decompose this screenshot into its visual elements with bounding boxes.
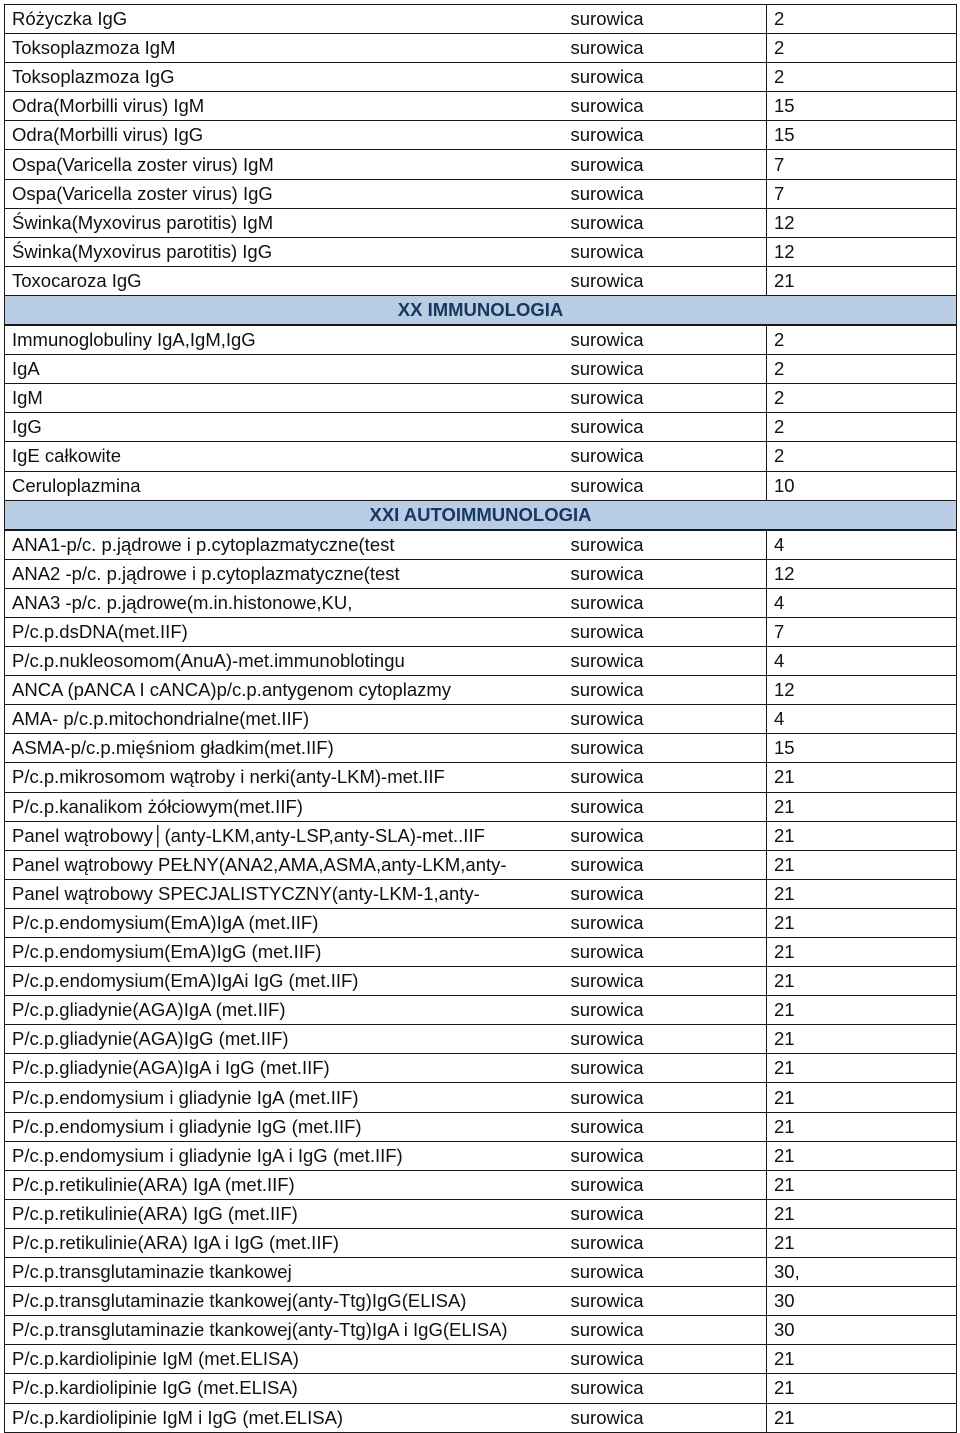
test-name-cell: Panel wątrobowy PEŁNY(ANA2,AMA,ASMA,anty-LKM,anty- <box>5 850 571 879</box>
test-name-cell: P/c.p.endomysium(EmA)IgA (met.IIF) <box>5 908 571 937</box>
material-cell: surowica <box>571 237 767 266</box>
test-name-cell: Panel wątrobowy│(anty-LKM,anty-LSP,anty-SLA)-met..IIF <box>5 821 571 850</box>
material-cell: surowica <box>571 850 767 879</box>
material-cell: surowica <box>571 1374 767 1403</box>
turnaround-days-cell: 21 <box>767 1403 957 1432</box>
table-row <box>5 121 957 150</box>
material-cell: surowica <box>571 150 767 179</box>
table-row <box>5 996 957 1025</box>
test-name-cell: P/c.p.nukleosomom(AnuA)-met.immunoblotingu <box>5 647 571 676</box>
turnaround-days-cell: 2 <box>767 413 957 442</box>
test-name-cell: Panel wątrobowy SPECJALISTYCZNY(anty-LKM-1,anty- <box>5 879 571 908</box>
table-body <box>5 5 957 1433</box>
turnaround-days-cell: 4 <box>767 530 957 560</box>
table-row <box>5 325 957 355</box>
material-cell: surowica <box>571 471 767 500</box>
section-header-row <box>5 500 957 530</box>
turnaround-days-cell: 12 <box>767 559 957 588</box>
material-cell: surowica <box>571 1083 767 1112</box>
test-name-cell: ANCA (pANCA I cANCA)p/c.p.antygenom cytoplazmy <box>5 676 571 705</box>
table-row <box>5 92 957 121</box>
table-row <box>5 442 957 471</box>
section-header-row <box>5 295 957 325</box>
turnaround-days-cell: 21 <box>767 1112 957 1141</box>
material-cell: surowica <box>571 63 767 92</box>
turnaround-days-cell: 21 <box>767 1199 957 1228</box>
table-row <box>5 179 957 208</box>
test-price-table <box>4 4 957 1433</box>
turnaround-days-cell: 4 <box>767 588 957 617</box>
test-name-cell: Ospa(Varicella zoster virus) IgG <box>5 179 571 208</box>
turnaround-days-cell: 21 <box>767 879 957 908</box>
section-title: XX IMMUNOLOGIA <box>5 295 957 325</box>
table-row <box>5 559 957 588</box>
material-cell: surowica <box>571 34 767 63</box>
turnaround-days-cell: 30, <box>767 1258 957 1287</box>
material-cell: surowica <box>571 1141 767 1170</box>
material-cell: surowica <box>571 908 767 937</box>
turnaround-days-cell: 21 <box>767 850 957 879</box>
test-name-cell: IgG <box>5 413 571 442</box>
test-name-cell: ANA2 -p/c. p.jądrowe i p.cytoplazmatyczne(test <box>5 559 571 588</box>
table-row <box>5 384 957 413</box>
table-row <box>5 938 957 967</box>
table-row <box>5 734 957 763</box>
turnaround-days-cell: 21 <box>767 1228 957 1257</box>
table-row <box>5 1258 957 1287</box>
material-cell: surowica <box>571 821 767 850</box>
test-name-cell: P/c.p.endomysium(EmA)IgG (met.IIF) <box>5 938 571 967</box>
table-row <box>5 821 957 850</box>
material-cell: surowica <box>571 676 767 705</box>
table-row <box>5 1170 957 1199</box>
turnaround-days-cell: 2 <box>767 442 957 471</box>
table-row <box>5 1025 957 1054</box>
test-name-cell: ANA1-p/c. p.jądrowe i p.cytoplazmatyczne(test <box>5 530 571 560</box>
test-name-cell: P/c.p.retikulinie(ARA) IgA (met.IIF) <box>5 1170 571 1199</box>
test-name-cell: P/c.p.transglutaminazie tkankowej <box>5 1258 571 1287</box>
turnaround-days-cell: 15 <box>767 92 957 121</box>
test-name-cell: P/c.p.transglutaminazie tkankowej(anty-Ttg)IgA i IgG(ELISA) <box>5 1316 571 1345</box>
material-cell: surowica <box>571 559 767 588</box>
turnaround-days-cell: 30 <box>767 1316 957 1345</box>
table-row <box>5 355 957 384</box>
material-cell: surowica <box>571 792 767 821</box>
material-cell: surowica <box>571 879 767 908</box>
turnaround-days-cell: 21 <box>767 996 957 1025</box>
material-cell: surowica <box>571 647 767 676</box>
table-row <box>5 5 957 34</box>
table-row <box>5 676 957 705</box>
material-cell: surowica <box>571 5 767 34</box>
turnaround-days-cell: 21 <box>767 1083 957 1112</box>
turnaround-days-cell: 7 <box>767 150 957 179</box>
turnaround-days-cell: 21 <box>767 938 957 967</box>
turnaround-days-cell: 12 <box>767 208 957 237</box>
table-row <box>5 1287 957 1316</box>
turnaround-days-cell: 15 <box>767 734 957 763</box>
table-row <box>5 1345 957 1374</box>
table-row <box>5 647 957 676</box>
table-row <box>5 150 957 179</box>
test-name-cell: P/c.p.transglutaminazie tkankowej(anty-Ttg)IgG(ELISA) <box>5 1287 571 1316</box>
test-name-cell: P/c.p.gliadynie(AGA)IgA i IgG (met.IIF) <box>5 1054 571 1083</box>
table-row <box>5 1316 957 1345</box>
material-cell: surowica <box>571 938 767 967</box>
material-cell: surowica <box>571 355 767 384</box>
turnaround-days-cell: 2 <box>767 384 957 413</box>
test-name-cell: Ceruloplazmina <box>5 471 571 500</box>
table-row <box>5 763 957 792</box>
turnaround-days-cell: 12 <box>767 237 957 266</box>
table-row <box>5 792 957 821</box>
test-name-cell: P/c.p.endomysium i gliadynie IgA (met.IIF) <box>5 1083 571 1112</box>
test-name-cell: P/c.p.dsDNA(met.IIF) <box>5 617 571 646</box>
test-name-cell: P/c.p.endomysium i gliadynie IgG (met.IIF) <box>5 1112 571 1141</box>
test-name-cell: Immunoglobuliny IgA,IgM,IgG <box>5 325 571 355</box>
table-row <box>5 1403 957 1432</box>
turnaround-days-cell: 4 <box>767 647 957 676</box>
material-cell: surowica <box>571 208 767 237</box>
test-name-cell: Toksoplazmoza IgG <box>5 63 571 92</box>
table-row <box>5 266 957 295</box>
test-name-cell: Różyczka IgG <box>5 5 571 34</box>
test-name-cell: ANA3 -p/c. p.jądrowe(m.in.histonowe,KU, <box>5 588 571 617</box>
table-row <box>5 967 957 996</box>
material-cell: surowica <box>571 1112 767 1141</box>
table-row <box>5 63 957 92</box>
test-name-cell: P/c.p.kardiolipinie IgM i IgG (met.ELISA) <box>5 1403 571 1432</box>
table-row <box>5 1112 957 1141</box>
test-name-cell: Odra(Morbilli virus) IgM <box>5 92 571 121</box>
material-cell: surowica <box>571 1228 767 1257</box>
table-row <box>5 879 957 908</box>
turnaround-days-cell: 15 <box>767 121 957 150</box>
material-cell: surowica <box>571 1316 767 1345</box>
turnaround-days-cell: 10 <box>767 471 957 500</box>
material-cell: surowica <box>571 996 767 1025</box>
test-name-cell: P/c.p.gliadynie(AGA)IgA (met.IIF) <box>5 996 571 1025</box>
turnaround-days-cell: 30 <box>767 1287 957 1316</box>
material-cell: surowica <box>571 1287 767 1316</box>
material-cell: surowica <box>571 1403 767 1432</box>
table-row <box>5 908 957 937</box>
turnaround-days-cell: 21 <box>767 1054 957 1083</box>
material-cell: surowica <box>571 325 767 355</box>
material-cell: surowica <box>571 705 767 734</box>
test-name-cell: Toksoplazmoza IgM <box>5 34 571 63</box>
material-cell: surowica <box>571 967 767 996</box>
test-name-cell: Toxocaroza IgG <box>5 266 571 295</box>
turnaround-days-cell: 7 <box>767 179 957 208</box>
turnaround-days-cell: 4 <box>767 705 957 734</box>
table-row <box>5 1199 957 1228</box>
test-name-cell: Ospa(Varicella zoster virus) IgM <box>5 150 571 179</box>
material-cell: surowica <box>571 734 767 763</box>
material-cell: surowica <box>571 442 767 471</box>
material-cell: surowica <box>571 179 767 208</box>
table-row <box>5 850 957 879</box>
table-row <box>5 1083 957 1112</box>
turnaround-days-cell: 21 <box>767 763 957 792</box>
turnaround-days-cell: 7 <box>767 617 957 646</box>
test-name-cell: P/c.p.kanalikom żółciowym(met.IIF) <box>5 792 571 821</box>
material-cell: surowica <box>571 1345 767 1374</box>
test-name-cell: Świnka(Myxovirus parotitis) IgM <box>5 208 571 237</box>
test-name-cell: IgA <box>5 355 571 384</box>
test-name-cell: P/c.p.endomysium(EmA)IgAi IgG (met.IIF) <box>5 967 571 996</box>
material-cell: surowica <box>571 1025 767 1054</box>
material-cell: surowica <box>571 384 767 413</box>
test-name-cell: P/c.p.kardiolipinie IgG (met.ELISA) <box>5 1374 571 1403</box>
turnaround-days-cell: 21 <box>767 1345 957 1374</box>
turnaround-days-cell: 21 <box>767 792 957 821</box>
turnaround-days-cell: 21 <box>767 1374 957 1403</box>
table-row <box>5 471 957 500</box>
test-name-cell: P/c.p.mikrosomom wątroby i nerki(anty-LKM)-met.IIF <box>5 763 571 792</box>
turnaround-days-cell: 2 <box>767 355 957 384</box>
material-cell: surowica <box>571 121 767 150</box>
turnaround-days-cell: 2 <box>767 325 957 355</box>
material-cell: surowica <box>571 1054 767 1083</box>
turnaround-days-cell: 21 <box>767 1170 957 1199</box>
turnaround-days-cell: 21 <box>767 1025 957 1054</box>
material-cell: surowica <box>571 1199 767 1228</box>
turnaround-days-cell: 21 <box>767 1141 957 1170</box>
table-row <box>5 588 957 617</box>
test-name-cell: P/c.p.retikulinie(ARA) IgA i IgG (met.IIF) <box>5 1228 571 1257</box>
test-name-cell: P/c.p.endomysium i gliadynie IgA i IgG (met.IIF) <box>5 1141 571 1170</box>
material-cell: surowica <box>571 1258 767 1287</box>
material-cell: surowica <box>571 1170 767 1199</box>
turnaround-days-cell: 2 <box>767 5 957 34</box>
section-title: XXI AUTOIMMUNOLOGIA <box>5 500 957 530</box>
table-row <box>5 413 957 442</box>
turnaround-days-cell: 21 <box>767 908 957 937</box>
test-name-cell: IgE całkowite <box>5 442 571 471</box>
turnaround-days-cell: 21 <box>767 821 957 850</box>
table-row <box>5 237 957 266</box>
material-cell: surowica <box>571 530 767 560</box>
material-cell: surowica <box>571 266 767 295</box>
table-row <box>5 530 957 560</box>
material-cell: surowica <box>571 763 767 792</box>
table-row <box>5 1228 957 1257</box>
test-name-cell: P/c.p.retikulinie(ARA) IgG (met.IIF) <box>5 1199 571 1228</box>
test-name-cell: ASMA-p/c.p.mięśniom gładkim(met.IIF) <box>5 734 571 763</box>
table-row <box>5 705 957 734</box>
table-row <box>5 208 957 237</box>
turnaround-days-cell: 12 <box>767 676 957 705</box>
material-cell: surowica <box>571 413 767 442</box>
test-name-cell: AMA- p/c.p.mitochondrialne(met.IIF) <box>5 705 571 734</box>
table-row <box>5 1054 957 1083</box>
test-name-cell: IgM <box>5 384 571 413</box>
turnaround-days-cell: 21 <box>767 266 957 295</box>
turnaround-days-cell: 21 <box>767 967 957 996</box>
table-row <box>5 1141 957 1170</box>
turnaround-days-cell: 2 <box>767 63 957 92</box>
test-name-cell: Świnka(Myxovirus parotitis) IgG <box>5 237 571 266</box>
turnaround-days-cell: 2 <box>767 34 957 63</box>
material-cell: surowica <box>571 92 767 121</box>
material-cell: surowica <box>571 617 767 646</box>
test-name-cell: P/c.p.gliadynie(AGA)IgG (met.IIF) <box>5 1025 571 1054</box>
test-name-cell: P/c.p.kardiolipinie IgM (met.ELISA) <box>5 1345 571 1374</box>
table-row <box>5 34 957 63</box>
table-row <box>5 617 957 646</box>
test-name-cell: Odra(Morbilli virus) IgG <box>5 121 571 150</box>
material-cell: surowica <box>571 588 767 617</box>
table-row <box>5 1374 957 1403</box>
